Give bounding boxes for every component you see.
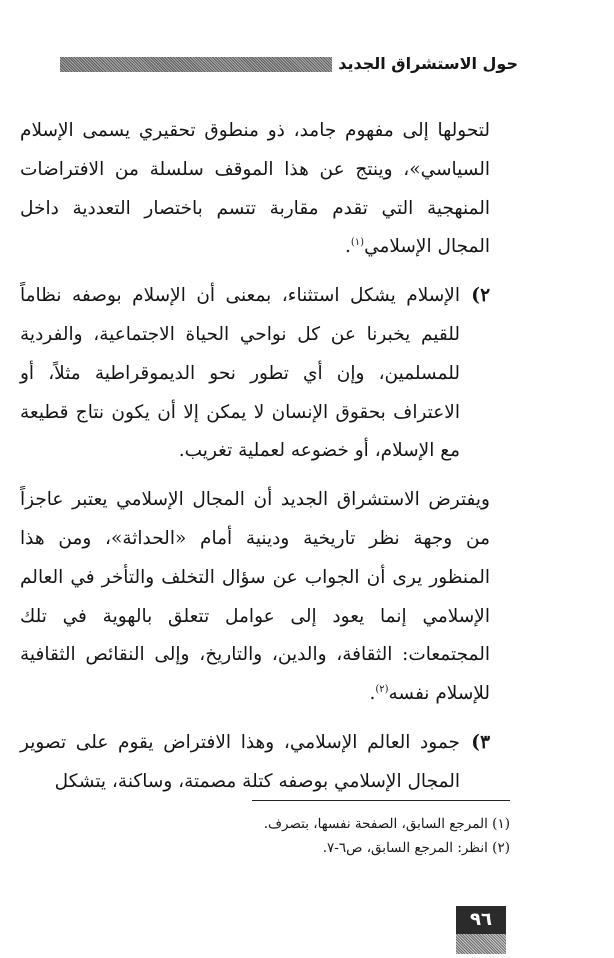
item-text: الإسلام يشكل استثناء، بمعنى أن الإسلام بوصفه نظاماً للقيم يخبرنا عن كل نواحي الحياة الاجتماعية، والفردية للمسلمين، وإن أي تطور نحو الديموقراطية مثلاً، أو الاعتراف بحقوق الإنسان لا يمكن إلا أن يكون نتاج قطيعة مع الإسلام، أو خضوعه لعملية تغريب.: [20, 285, 460, 462]
footnote-1: (١) المرجع السابق، الصفحة نفسها، بتصرف.: [263, 816, 510, 832]
numbered-item-3: [20, 724, 490, 802]
paragraph-neo-orientalism: [20, 481, 490, 714]
page-number: ٩٦: [456, 906, 506, 934]
footnote-ref-2: (٢): [375, 684, 389, 695]
header-ornament-bar: [60, 57, 332, 72]
numbered-item-2: [20, 277, 490, 471]
header-title: حول الاستشراق الجديد: [338, 54, 518, 73]
footnote-separator: [252, 800, 510, 801]
footnotes: [150, 812, 510, 860]
body-text: [20, 112, 490, 812]
paragraph-tail: .: [369, 683, 376, 705]
paragraph-continuation: [20, 112, 490, 267]
page-number-ornament: [456, 934, 506, 954]
item-text: جمود العالم الإسلامي، وهذا الافتراض يقوم على تصوير المجال الإسلامي بوصفه كتلة مصمتة، وساكنة، يتشكل: [20, 731, 460, 792]
item-number: ٢): [471, 285, 490, 307]
paragraph-text: لتحولها إلى مفهوم جامد، ذو منطوق تحقيري يسمى الإسلام السياسي»، وينتج عن هذا الموقف سلسلة من الافتراضات المنهجية التي تقدم مقاربة تتسم باختصار التعددية داخل المجال الإسلامي: [20, 120, 490, 258]
paragraph-text: ويفترض الاستشراق الجديد أن المجال الإسلامي يعتبر عاجزاً من وجهة نظر تاريخية ودينية أمام «الحداثة»، ومن هذا المنظور يرى أن الجواب عن سؤال التخلف والتأخر في العالم الإسلامي إنما يعود إلى عوامل تتعلق بالهوية في تلك المجتمعات: الثقافة، والدين، والتاريخ، وإلى النقائص الثقافية للإسلام نفسه: [20, 489, 490, 705]
running-header: [60, 52, 518, 76]
paragraph-tail: .: [344, 236, 351, 258]
footnote-ref-1: (١): [350, 237, 365, 249]
footnote-2: (٢) انظر: المرجع السابق، ص٦-٧.: [322, 840, 510, 856]
item-number: ٣): [471, 731, 490, 753]
